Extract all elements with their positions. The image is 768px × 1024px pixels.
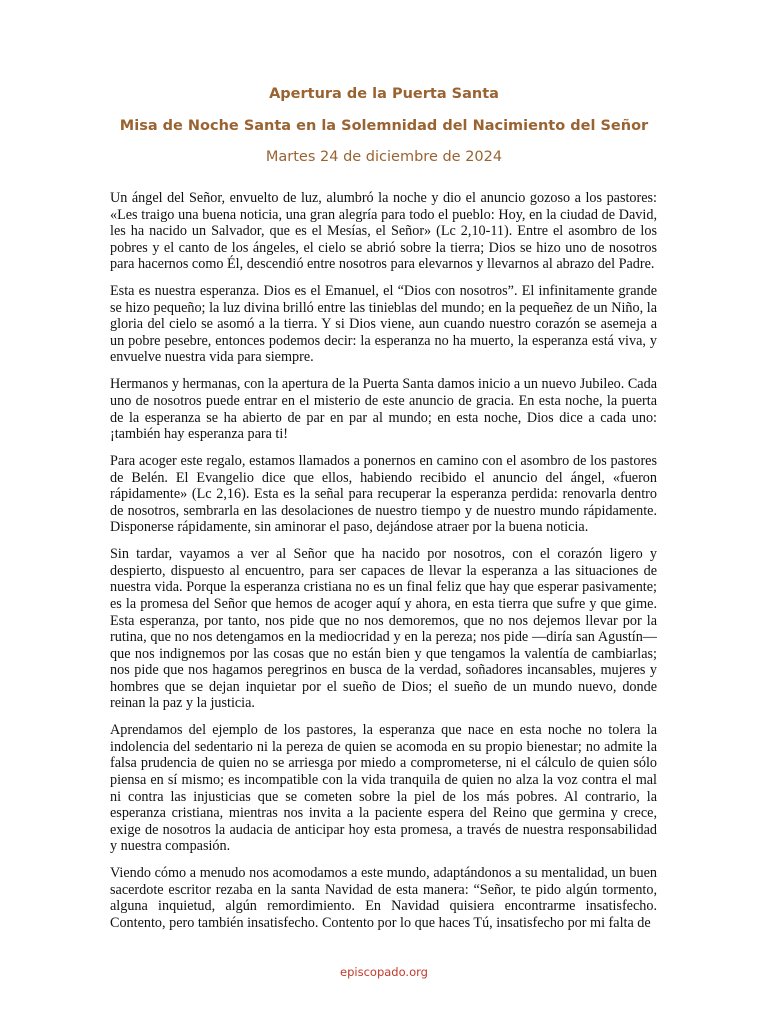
document-title: Apertura de la Puerta Santa — [269, 86, 499, 102]
paragraph: Esta es nuestra esperanza. Dios es el Emanuel, el “Dios con nosotros”. El infinitamente grande se hizo pequeño; la luz divina brilló entre las tinieblas del mundo; en la pequeñez de un Niño, la gloria del cielo se asomó a la tierra. Y si Dios viene, aun cuando nuestro corazón se asemeja a un pobre pesebre, entonces podemos decir: la esperanza no ha muerto, la esperanza está viva, y envuelve nuestra vida para siempre. — [110, 283, 657, 366]
paragraph: Viendo cómo a menudo nos acomodamos a este mundo, adaptándonos a su mentalidad, un buen sacerdote escritor rezaba en la santa Navidad de esta manera: “Señor, te pido algún tormento, alguna inquietud, algún remordimiento. En Navidad quisiera encontrarme insatisfecho. Contento, pero también insatisfecho. Contento por lo que haces Tú, insatisfecho por mi falta de — [110, 865, 657, 931]
paragraph: Para acoger este regalo, estamos llamados a ponernos en camino con el asombro de los pastores de Belén. El Evangelio dice que ellos, habiendo recibido el anuncio del ángel, «fueron rápidamente» (Lc 2,16). Esta es la señal para recuperar la esperanza perdida: renovarla dentro de nosotros, sembrarla en las desolaciones de nuestro tiempo y de nuestro mundo rápidamente. Disponerse rápidamente, sin aminorar el paso, dejándose atraer por la buena noticia. — [110, 453, 657, 536]
paragraph: Un ángel del Señor, envuelto de luz, alumbró la noche y dio el anuncio gozoso a los pastores: «Les traigo una buena noticia, una gran alegría para todo el pueblo: Hoy, en la ciudad de David, les ha nacido un Salvador, que es el Mesías, el Señor» (Lc 2,10-11). Entre el asombro de los pobres y el canto de los ángeles, el cielo se abrió sobre la tierra; Dios se hizo uno de nosotros para hacernos como Él, descendió entre nosotros para elevarnos y llevarnos al abrazo del Padre. — [110, 190, 657, 273]
paragraph: Hermanos y hermanas, con la apertura de la Puerta Santa damos inicio a un nuevo Jubileo. Cada uno de nosotros puede entrar en el misterio de este anuncio de gracia. En esta noche, la puerta de la esperanza se ha abierto de par en par al mundo; en esta noche, Dios dice a cada uno: ¡también hay esperanza para ti! — [110, 376, 657, 443]
document-header — [0, 83, 768, 168]
document-date: Martes 24 de diciembre de 2024 — [265, 149, 503, 165]
document-body — [110, 190, 657, 942]
paragraph: Sin tardar, vayamos a ver al Señor que ha nacido por nosotros, con el corazón ligero y despierto, dispuesto al encuentro, para ser capaces de llevar la esperanza a las situaciones de nuestra vida. Porque la esperanza cristiana no es un final feliz que hay que esperar pasivamente; es la promesa del Señor que hemos de acoger aquí y ahora, en esta tierra que sufre y que gime. Esta esperanza, por tanto, nos pide que no nos demoremos, que no nos dejemos llevar por la rutina, que no nos detengamos en la mediocridad y en la pereza; nos pide —diría san Agustín— que nos indignemos por las cosas que no están bien y que tengamos la valentía de cambiarlas; nos pide que nos hagamos peregrinos en busca de la verdad, soñadores incansables, mujeres y hombres que se dejan inquietar por el sueño de Dios; el sueño de un mundo nuevo, donde reinan la paz y la justicia. — [110, 546, 657, 712]
footer-source: episcopado.org — [340, 965, 428, 979]
document-subtitle: Misa de Noche Santa en la Solemnidad del Nacimiento del Señor — [119, 118, 649, 134]
paragraph: Aprendamos del ejemplo de los pastores, la esperanza que nace en esta noche no tolera la indolencia del sedentario ni la pereza de quien se acomoda en su propio bienestar; no admite la falsa prudencia de quien no se arriesga por miedo a comprometerse, ni el cálculo de quien sólo piensa en sí mismo; es incompatible con la vida tranquila de quien no alza la voz contra el mal ni contra las injusticias que se cometen sobre la piel de los más pobres. Al contrario, la esperanza cristiana, mientras nos invita a la paciente espera del Reino que germina y crece, exige de nosotros la audacia de anticipar hoy esta promesa, a través de nuestra responsabilidad y nuestra compasión. — [110, 722, 657, 855]
